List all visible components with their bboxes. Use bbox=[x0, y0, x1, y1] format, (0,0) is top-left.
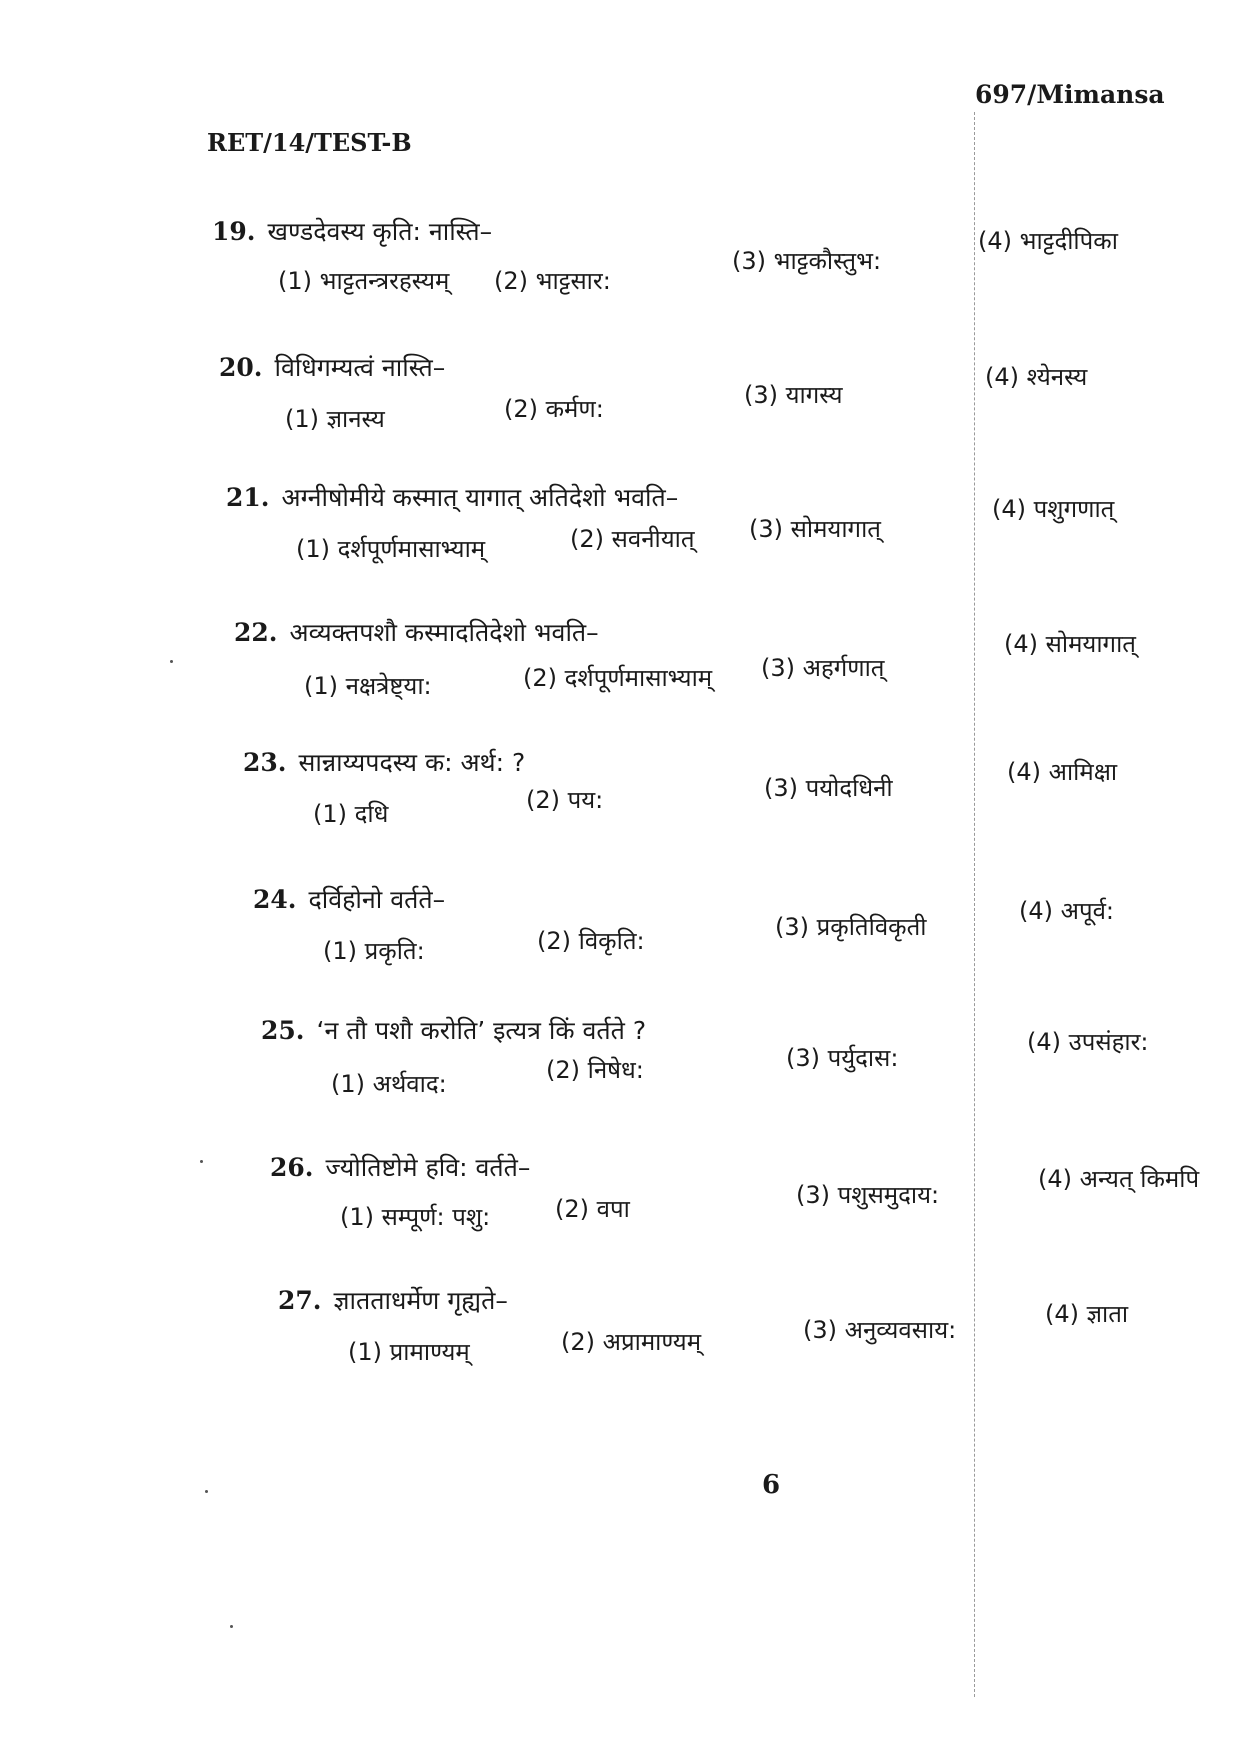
option-4: (4) आमिक्षा bbox=[1007, 758, 1118, 786]
question-stem bbox=[226, 480, 678, 514]
option-1: (1) नक्षत्रेष्ट्या: bbox=[304, 672, 432, 700]
option-4: (4) सोमयागात् bbox=[1004, 630, 1136, 658]
question-number: 21. bbox=[226, 483, 270, 512]
question-stem bbox=[243, 745, 525, 779]
option-1: (1) प्रकृति: bbox=[323, 937, 425, 965]
option-2: (2) भाट्टसार: bbox=[494, 267, 611, 295]
option-2: (2) कर्मण: bbox=[504, 395, 604, 423]
option-4: (4) उपसंहार: bbox=[1027, 1028, 1149, 1056]
option-2: (2) निषेध: bbox=[546, 1056, 644, 1084]
question-stem bbox=[212, 214, 492, 248]
scan-speck bbox=[205, 1490, 208, 1493]
question-27 bbox=[278, 1283, 1240, 1393]
question-number: 23. bbox=[243, 748, 287, 777]
question-text: ‘न तौ पशौ करोति’ इत्यत्र किं वर्तते ? bbox=[316, 1016, 647, 1045]
option-3: (3) पयोदधिनी bbox=[764, 774, 893, 802]
scan-speck bbox=[200, 1160, 203, 1163]
option-4: (4) ज्ञाता bbox=[1045, 1300, 1129, 1328]
option-4: (4) अपूर्व: bbox=[1019, 897, 1115, 925]
question-stem bbox=[270, 1150, 530, 1184]
question-26 bbox=[270, 1150, 1240, 1260]
option-2: (2) पय: bbox=[526, 786, 604, 814]
scan-speck bbox=[230, 1625, 233, 1628]
option-1: (1) दधि bbox=[313, 800, 389, 828]
question-24 bbox=[253, 882, 1240, 992]
question-stem bbox=[219, 350, 445, 384]
option-3: (3) अनुव्यवसाय: bbox=[803, 1316, 957, 1344]
question-19 bbox=[212, 214, 1222, 324]
question-number: 26. bbox=[270, 1153, 314, 1182]
question-22 bbox=[234, 615, 1240, 725]
question-stem bbox=[261, 1013, 646, 1047]
question-text: अव्यक्तपशौ कस्मादतिदेशो भवति– bbox=[289, 618, 599, 647]
option-2: (2) अप्रामाण्यम् bbox=[561, 1328, 702, 1356]
question-number: 25. bbox=[261, 1016, 305, 1045]
question-stem bbox=[278, 1283, 508, 1317]
question-text: दर्विहोनो वर्तते– bbox=[308, 885, 446, 914]
option-2: (2) विकृति: bbox=[537, 927, 645, 955]
option-1: (1) दर्शपूर्णमासाभ्याम् bbox=[296, 535, 486, 563]
question-text: सान्नाय्यपदस्य क: अर्थ: ? bbox=[298, 748, 526, 777]
option-4: (4) भाट्टदीपिका bbox=[978, 227, 1118, 255]
option-1: (1) अर्थवाद: bbox=[331, 1070, 447, 1098]
option-1: (1) प्रामाण्यम् bbox=[348, 1338, 470, 1366]
question-text: ज्ञातताधर्मेण गृह्यते– bbox=[333, 1286, 508, 1315]
test-code: RET/14/TEST-B bbox=[207, 128, 412, 157]
question-number: 19. bbox=[212, 217, 256, 246]
question-20 bbox=[219, 350, 1229, 460]
question-text: विधिगम्यत्वं नास्ति– bbox=[274, 353, 446, 382]
page-number: 6 bbox=[762, 1470, 781, 1500]
question-23 bbox=[243, 745, 1240, 855]
question-25 bbox=[261, 1013, 1240, 1123]
option-3: (3) अहर्गणात् bbox=[761, 654, 885, 682]
question-text: ज्योतिष्टोमे हवि: वर्तते– bbox=[325, 1153, 531, 1182]
option-3: (3) भाट्टकौस्तुभ: bbox=[732, 247, 882, 275]
question-text: खण्डदेवस्य कृति: नास्ति– bbox=[267, 217, 493, 246]
question-number: 27. bbox=[278, 1286, 322, 1315]
option-3: (3) पशुसमुदाय: bbox=[796, 1181, 940, 1209]
option-3: (3) पर्युदास: bbox=[786, 1044, 899, 1072]
option-3: (3) प्रकृतिविकृती bbox=[775, 913, 927, 941]
question-number: 22. bbox=[234, 618, 278, 647]
option-4: (4) श्येनस्य bbox=[985, 363, 1088, 391]
question-21 bbox=[226, 480, 1236, 590]
option-2: (2) वपा bbox=[555, 1195, 630, 1223]
question-number: 24. bbox=[253, 885, 297, 914]
question-number: 20. bbox=[219, 353, 263, 382]
option-1: (1) ज्ञानस्य bbox=[285, 405, 385, 433]
scan-speck bbox=[170, 660, 173, 663]
option-4: (4) पशुगणात् bbox=[992, 495, 1115, 523]
question-stem bbox=[253, 882, 445, 916]
paper-code: 697/Mimansa bbox=[975, 80, 1165, 109]
question-stem bbox=[234, 615, 599, 649]
option-1: (1) भाट्टतन्त्ररहस्यम् bbox=[278, 267, 450, 295]
option-3: (3) सोमयागात् bbox=[749, 515, 881, 543]
question-text: अग्नीषोमीये कस्मात् यागात् अतिदेशो भवति– bbox=[281, 483, 679, 512]
option-1: (1) सम्पूर्ण: पशु: bbox=[340, 1203, 491, 1231]
option-4: (4) अन्यत् किमपि bbox=[1038, 1165, 1200, 1193]
option-3: (3) यागस्य bbox=[744, 381, 843, 409]
option-2: (2) दर्शपूर्णमासाभ्याम् bbox=[523, 664, 713, 692]
option-2: (2) सवनीयात् bbox=[570, 525, 695, 553]
